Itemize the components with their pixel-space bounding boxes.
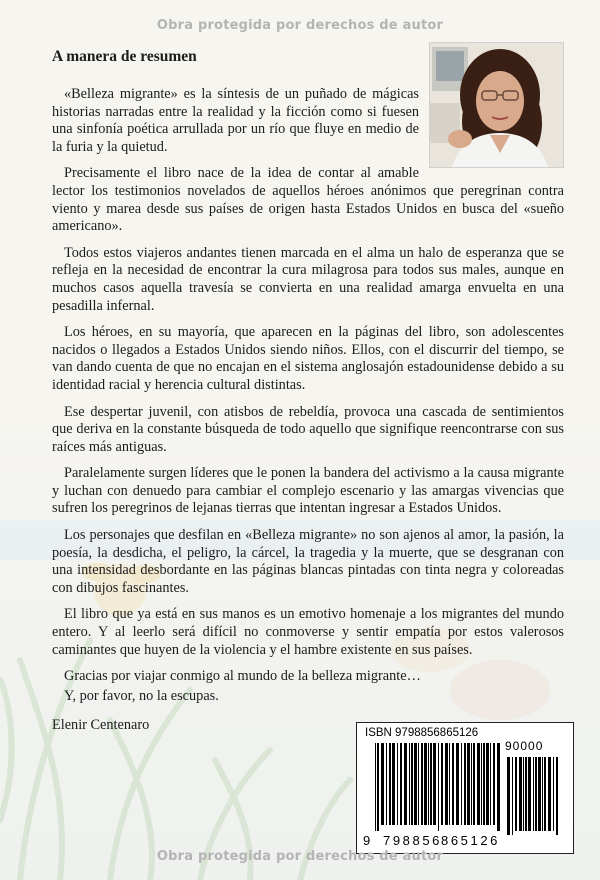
isbn-barcode <box>356 722 574 854</box>
barcode-bar <box>377 743 379 831</box>
barcode-bar <box>424 743 427 825</box>
barcode-bar <box>556 757 558 835</box>
author-signature: Elenir Centenaro <box>52 717 150 734</box>
closing-line-1: Gracias por viajar conmigo al mundo de la belleza migrante… <box>64 668 421 685</box>
barcode-bar <box>430 743 432 825</box>
author-photo <box>429 42 564 168</box>
paragraph-5: Ese despertar juvenil, con atisbos de rebeldía, provoca una cascada de sentimientos que deriva en la constante búsqueda de todo aquello que signifique reencontrarse con sus raíces más antiguas. <box>52 403 564 455</box>
barcode-digits-right: 865126 <box>441 833 500 848</box>
barcode-bar <box>535 757 537 831</box>
barcode-bar <box>375 743 376 831</box>
barcode-bar <box>461 743 462 825</box>
barcode-digits-left: 798856 <box>383 833 442 848</box>
barcode-bar <box>486 743 489 825</box>
barcode-bar <box>490 743 491 825</box>
barcode-bar <box>386 743 387 825</box>
barcode-bar <box>483 743 485 825</box>
barcode-bar <box>473 743 475 825</box>
barcode-bar <box>507 757 510 835</box>
barcode-bar <box>404 743 407 825</box>
barcode-bar <box>381 743 384 825</box>
barcode-bar <box>414 743 417 825</box>
barcode-bar <box>428 743 429 825</box>
barcode-bar <box>411 743 413 825</box>
barcode-bar <box>523 757 524 831</box>
barcode-bar <box>441 743 443 825</box>
barcode-bar <box>538 757 541 831</box>
barcode-bar <box>452 743 454 825</box>
barcode-bar <box>533 757 534 831</box>
barcode-bar <box>409 743 410 825</box>
barcode-bar <box>392 743 395 825</box>
barcode-bar <box>433 743 436 825</box>
barcode-bar <box>389 743 391 825</box>
barcode-bar <box>481 743 482 825</box>
barcode-bars <box>363 743 567 835</box>
barcode-bar <box>445 743 448 825</box>
barcode-bar <box>438 743 439 831</box>
barcode-bar <box>515 757 517 831</box>
barcode-bar <box>418 743 419 825</box>
paragraph-6: Paralelamente surgen líderes que le ponen la bandera del activismo a la causa migrante y luchan con denuedo para cambiar el complejo escenario y las amargas vivencias que sufren los peregrinos de lejanas tierras que intentan ingresar a Estados Unidos. <box>52 465 564 517</box>
back-cover-text <box>52 44 564 734</box>
paragraph-4: Los héroes, en su mayoría, que aparecen en la páginas del libro, son adolescentes nacidos o llegados a Estados Unidos siendo niños. Ellos, con el discurrir del tiempo, se van dando cuenta de que no encajan en el sistema anglosajón estadounidense debido a su identidad racial y herencia cultural distintas. <box>52 324 564 393</box>
barcode-bar <box>456 743 459 825</box>
paragraph-2: Precisamente el libro nace de la idea de contar al amable lector los testimonios novelados de aquellos héroes anónimos que peregrinan contra viento y marea desde sus países de origen hasta Estados Unidos en busca del «sueño americano». <box>52 165 564 235</box>
copyright-watermark-bottom: Obra protegida por derechos de autor <box>156 849 444 864</box>
paragraph-8: El libro que ya está en sus manos es un emotivo homenaje a los migrantes del mundo entero. Y al leerlo será difícil no conmoverse y sentir empatía por estos valerosos caminantes que huyen de la violencia y el hambre existente en sus países. <box>52 606 564 658</box>
barcode-bar <box>471 743 472 825</box>
author-portrait-icon <box>430 43 563 167</box>
price-code: 90000 <box>505 739 544 753</box>
barcode-bar <box>497 743 500 831</box>
paragraph-7: Los personajes que desfilan en «Belleza migrante» no son ajenos al amor, la pasión, la poesía, la desdicha, el peligro, la cárcel, la tragedia y la muerte, que se desgranan con una intensidad desbordante en las páginas blancas pintadas con tinta negra y coloreadas con dibujos fascinantes. <box>52 527 564 596</box>
section-heading: A manera de resumen <box>52 48 197 65</box>
barcode-bar <box>493 743 495 825</box>
barcode-bar <box>542 757 543 831</box>
barcode-bar <box>400 743 402 825</box>
isbn-label: ISBN 9798856865126 <box>365 727 479 739</box>
paragraph-3: Todos estos viajeros andantes tienen marcada en el alma un halo de esperanza que se refleja en la necesidad de encontrar la cura milagrosa para todos sus males, aunque en muchos casos aquella travesía se convierta en una realidad amarga envuelta en una pesadilla infernal. <box>52 244 564 314</box>
barcode-bar <box>464 743 466 825</box>
barcode-bar <box>512 757 513 835</box>
copyright-watermark-top: Obra protegida por derechos de autor <box>156 18 444 33</box>
barcode-bar <box>525 757 527 831</box>
barcode-bar <box>553 757 554 831</box>
barcode-bar <box>548 757 551 831</box>
barcode-bar <box>477 743 480 825</box>
barcode-bar <box>519 757 522 831</box>
barcode-bar <box>421 743 423 825</box>
barcode-bar <box>449 743 450 825</box>
closing-line-2: Y, por favor, no la escupas. <box>64 687 219 704</box>
paragraph-1: «Belleza migrante» es la síntesis de un puñado de mágicas historias narradas entre la realidad y la ficción como si fuesen una sinfonía poética arrullada por un río que fluye en medio de la furia y la quietud. <box>52 86 419 155</box>
barcode-bar <box>467 743 470 825</box>
barcode-bar <box>544 757 546 831</box>
barcode-digit-lead: 9 <box>363 833 371 848</box>
barcode-bar <box>528 757 531 831</box>
barcode-bar <box>397 743 398 825</box>
